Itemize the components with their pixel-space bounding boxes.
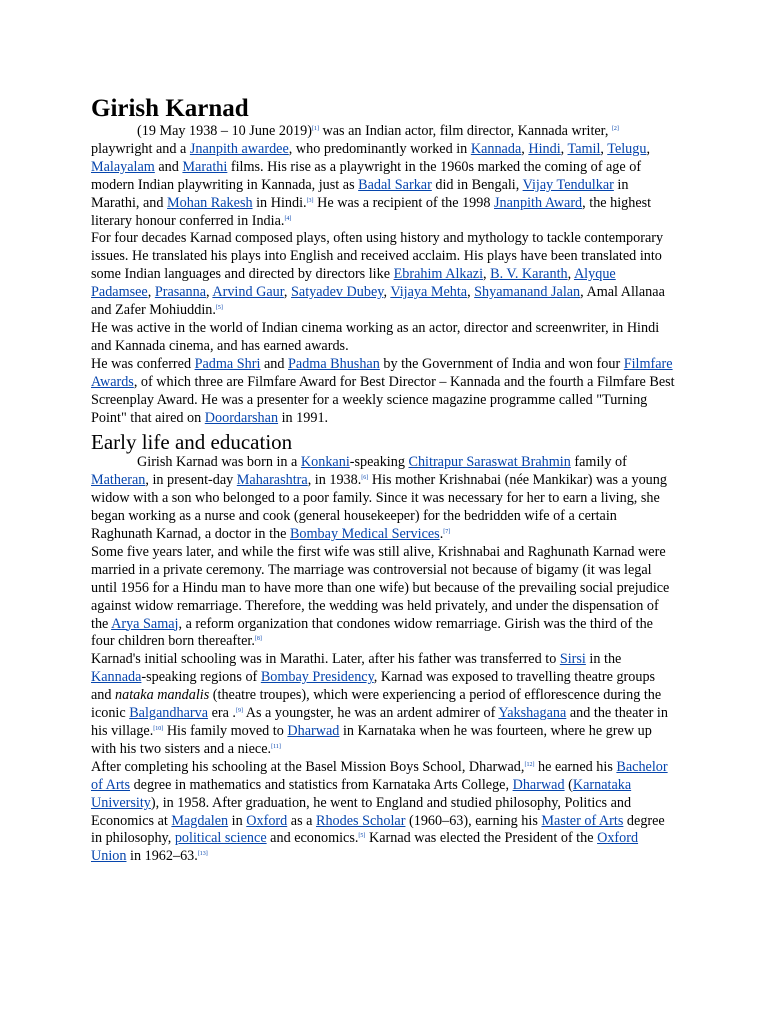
link-filmfare-awards[interactable]: Filmfare Awards [91, 355, 673, 390]
link-chitrapur-saraswat-brahmin[interactable]: Chitrapur Saraswat Brahmin [408, 454, 571, 471]
ref-1[interactable]: [1] [311, 126, 319, 132]
article [91, 94, 677, 866]
link-matheran[interactable]: Matheran [91, 472, 146, 489]
birth-paragraph: Girish Karnad was born in a Konkani-speaking Chitrapur Saraswat Brahmin family of Matheran, in present-day Maharashtra, in 1938.[6] His mother Krishnabai (née Mankikar) was a young widow with a son who belonged to a poor family. Since it was necessary for her to earn a living, she began working as a nurse and cook (general housekeeper) for the bedridden wife of a certain Raghunath Karnad, a doctor in the Bombay Medical Services.[7] [91, 454, 667, 543]
ref-13[interactable]: [13] [197, 851, 208, 858]
ref-12[interactable]: [12] [524, 761, 535, 768]
link-maharashtra[interactable]: Maharashtra [236, 472, 308, 489]
cinema-paragraph: He was active in the world of Indian cinema working as an actor, director and screenwriter, in Hindi and Kannada cinema, and has earned awards. [91, 319, 660, 354]
link-tamil[interactable]: Tamil [567, 140, 601, 157]
link-oxford-union[interactable]: Oxford Union [91, 830, 639, 865]
ref-9[interactable]: [9] [235, 708, 243, 715]
schooling-paragraph: Karnad's initial schooling was in Marathi. Later, after his father was transferred to Sirsi in the Kannada-speaking regions of Bombay Presidency, Karnad was exposed to travelling theatre groups and nataka mandalis (theatre troupes), which were experiencing a period of efflorescence during the iconic Balgandharva era .[9] As a youngster, he was an ardent admirer of Yakshagana and the theater in his village.[10] His family moved to Dharwad in Karnataka when he was fourteen, where he grew up with his two sisters and a niece.[11] [91, 651, 668, 757]
link-magdalen[interactable]: Magdalen [171, 812, 229, 829]
link-arvind-gaur[interactable]: Arvind Gaur [212, 284, 284, 301]
link-padma-bhushan[interactable]: Padma Bhushan [288, 355, 380, 372]
link-vijaya-mehta[interactable]: Vijaya Mehta [390, 284, 468, 301]
link-prasanna[interactable]: Prasanna [154, 284, 207, 301]
education-paragraph: After completing his schooling at the Basel Mission Boys School, Dharwad,[12] he earned his Bachelor of Arts degree in mathematics and statistics from Karnataka Arts College, Dharwad (Karnataka University), in 1958. After graduation, he went to England and studied philosophy, Politics and Economics at Magdalen in Oxford as a Rhodes Scholar (1960–63), earning his Master of Arts degree in philosophy, political science and economics.[5] Karnad was elected the President of the Oxford Union in 1962–63.[13] [91, 758, 668, 865]
link-badal-sarkar[interactable]: Badal Sarkar [358, 176, 432, 193]
link-ebrahim-alkazi[interactable]: Ebrahim Alkazi [393, 266, 484, 283]
ref-3[interactable]: [3] [306, 197, 314, 204]
ref-4[interactable]: [4] [284, 215, 292, 222]
link-jnanpith-awardee[interactable]: Jnanpith awardee [189, 140, 289, 157]
link-satyadev-dubey[interactable]: Satyadev Dubey [291, 284, 384, 301]
link-malayalam[interactable]: Malayalam [91, 158, 155, 175]
link-doordarshan[interactable]: Doordarshan [204, 409, 279, 426]
link-shyamanand-jalan[interactable]: Shyamanand Jalan [474, 284, 581, 301]
link-bv-karanth[interactable]: B. V. Karanth [490, 266, 568, 283]
link-mohan-rakesh[interactable]: Mohan Rakesh [167, 194, 253, 211]
ref-10[interactable]: [10] [153, 726, 164, 732]
link-hindi[interactable]: Hindi [528, 140, 561, 157]
ref-11[interactable]: [11] [271, 743, 281, 750]
link-marathi[interactable]: Marathi [182, 158, 228, 175]
link-vijay-tendulkar[interactable]: Vijay Tendulkar [522, 176, 614, 193]
ref-7[interactable]: [7] [443, 529, 451, 536]
ref-5[interactable]: [5] [215, 305, 223, 312]
link-bachelor-of-arts[interactable]: Bachelor of Arts [91, 758, 668, 793]
link-oxford[interactable]: Oxford [246, 812, 288, 829]
marriage-paragraph: Some five years later, and while the first wife was still alive, Krishnabai and Raghunath Karnad were married in a private ceremony. The marriage was controversial not because of bigamy (it was legal until 1956 for a Hindu man to have more than one wife) but because of the prevailing social prejudice against widow remarriage. Therefore, the wedding was held privately, and under the dispensation of the Arya Samaj, a reform organization that condones widow remarriage. Girish was the third of the four children born thereafter.[8] [91, 543, 670, 650]
link-telugu[interactable]: Telugu [607, 140, 647, 157]
link-bombay-medical-services[interactable]: Bombay Medical Services [289, 526, 440, 543]
link-yakshagana[interactable]: Yakshagana [498, 705, 567, 722]
link-karnataka-university[interactable]: Karnataka University [91, 776, 632, 811]
page-title: Girish Karnad [91, 95, 249, 122]
ref-8[interactable]: [8] [254, 636, 262, 643]
link-sirsi[interactable]: Sirsi [559, 651, 586, 668]
link-padma-shri[interactable]: Padma Shri [194, 355, 261, 372]
link-alyque-padamsee[interactable]: Alyque Padamsee [91, 266, 616, 301]
ref-5b[interactable]: [5] [358, 833, 366, 840]
link-dharwad-2[interactable]: Dharwad [512, 776, 565, 793]
ref-2[interactable]: [2] [611, 126, 619, 132]
link-rhodes-scholar[interactable]: Rhodes Scholar [316, 812, 406, 829]
link-arya-samaj[interactable]: Arya Samaj [111, 615, 179, 632]
link-balgandharva[interactable]: Balgandharva [129, 705, 209, 722]
link-master-of-arts[interactable]: Master of Arts [541, 812, 624, 829]
awards-paragraph: He was conferred Padma Shri and Padma Bhushan by the Government of India and won four Filmfare Awards, of which three are Filmfare Award for Best Director – Kannada and the fourth a Filmfare Best Screenplay Award. He was a presenter for a weekly science magazine programme called "Turning Point" that aired on Doordarshan in 1991. [91, 355, 675, 426]
link-bombay-presidency[interactable]: Bombay Presidency [260, 669, 374, 686]
link-political-science[interactable]: political science [174, 830, 267, 847]
link-konkani[interactable]: Konkani [300, 454, 350, 471]
link-kannada[interactable]: Kannada [470, 140, 522, 157]
ref-6[interactable]: [6] [361, 475, 369, 482]
plays-paragraph: For four decades Karnad composed plays, often using history and mythology to tackle contemporary issues. He translated his plays into English and received acclaim. His plays have been translated into some Indian languages and directed by directors like Ebrahim Alkazi, B. V. Karanth, Alyque Padamsee, Prasanna, Arvind Gaur, Satyadev Dubey, Vijaya Mehta, Shyamanand Jalan, Amal Allanaa and Zafer Mohiuddin.[5] [91, 230, 665, 319]
link-kannada-2[interactable]: Kannada [91, 669, 142, 686]
section-heading-early-life: Early life and education [91, 430, 293, 455]
link-jnanpith-award[interactable]: Jnanpith Award [494, 194, 583, 211]
intro-paragraph: (19 May 1938 – 10 June 2019)[1] was an Indian actor, film director, Kannada writer, [2] playwright and a Jnanpith awardee, who predominantly worked in Kannada, Hindi, Tamil, Telugu, Malayalam and Marathi films. His rise as a playwright in the 1960s marked the coming of age of modern Indian playwriting in Kannada, just as Badal Sarkar did in Bengali, Vijay Tendulkar in Marathi, and Mohan Rakesh in Hindi.[3] He was a recipient of the 1998 Jnanpith Award, the highest literary honour conferred in India.[4] [91, 123, 652, 229]
link-dharwad[interactable]: Dharwad [287, 723, 340, 739]
